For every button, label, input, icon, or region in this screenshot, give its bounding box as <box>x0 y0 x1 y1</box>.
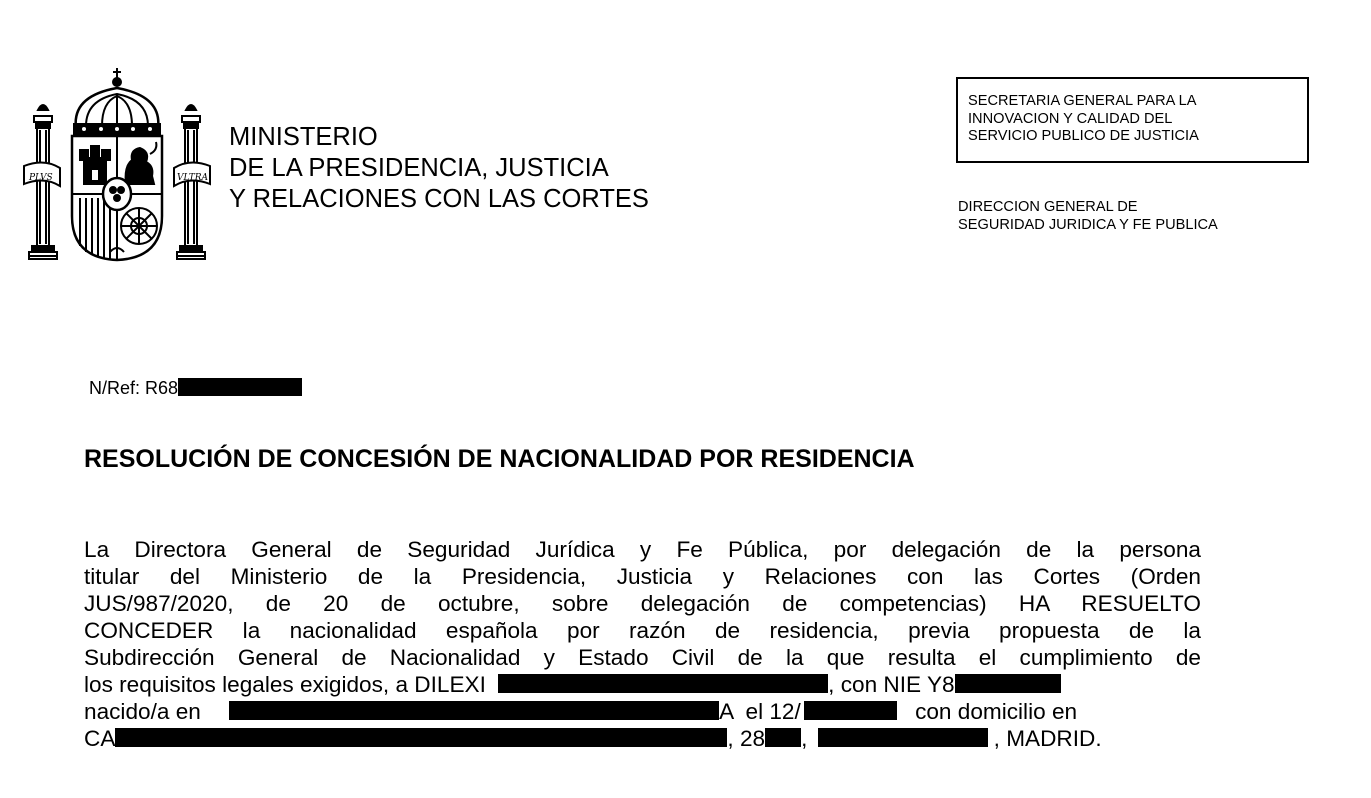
ministry-line-1: MINISTERIO <box>229 123 378 151</box>
body-line-6-part-b: , con NIE Y8 <box>828 672 955 697</box>
body-line-5: Subdirección General de Nacionalidad y Estado Civil de la que resulta el cumplimiento de <box>84 645 1201 670</box>
body-line-6-part-a: los requisitos legales exigidos, a DILEXI <box>84 672 486 697</box>
redaction-bar <box>498 674 828 693</box>
redaction-bar <box>955 674 1061 693</box>
secretaria-line-2: INNOVACION Y CALIDAD DEL <box>968 110 1173 127</box>
direccion-line-1: DIRECCION GENERAL DE <box>958 199 1138 215</box>
redaction-bar <box>818 728 988 747</box>
crown <box>74 68 160 134</box>
direccion-line-2: SEGURIDAD JURIDICA Y FE PUBLICA <box>958 216 1218 233</box>
coat-of-arms-logo <box>14 66 220 266</box>
motto-right-text: VLTRA <box>177 173 209 183</box>
secretaria-line-1: SECRETARIA GENERAL PARA LA <box>968 93 1197 109</box>
body-line-2: titular del Ministerio de la Presidencia, Justicia y Relaciones con las Cortes (Orden <box>84 564 1201 589</box>
reference-number <box>89 378 302 399</box>
body-line-8-part-b: , 28 <box>727 726 766 751</box>
body-line-6 <box>84 671 1201 698</box>
redaction-bar <box>804 701 897 720</box>
reference-label: N/Ref: R68 <box>89 378 179 398</box>
body-line-7-part-b: A el 12/ <box>719 699 801 724</box>
body-line-7-part-c: con domicilio en <box>915 699 1078 724</box>
ministry-line-3: Y RELACIONES CON LAS CORTES <box>229 185 649 213</box>
body-line-7-part-a: nacido/a en <box>84 699 201 724</box>
redaction-bar <box>229 701 719 720</box>
motto-left-text: PLVS <box>29 173 53 183</box>
direccion-general <box>958 199 1218 234</box>
body-line-8-part-d: , MADRID. <box>993 726 1102 751</box>
shield <box>72 136 162 260</box>
redaction-bar <box>765 728 801 747</box>
body-line-1: La Directora General de Seguridad Jurídica y Fe Pública, por delegación de la persona <box>84 537 1201 562</box>
secretaria-line-3: SERVICIO PUBLICO DE JUSTICIA <box>968 128 1199 144</box>
body-line-8 <box>84 725 1201 752</box>
body-line-4: CONCEDER la nacionalidad española por razón de residencia, previa propuesta de la <box>84 618 1201 643</box>
secretaria-box <box>956 77 1309 163</box>
redaction-bar <box>178 378 302 396</box>
ministry-line-2: DE LA PRESIDENCIA, JUSTICIA <box>229 154 609 182</box>
redaction-bar <box>115 728 727 747</box>
ministry-name <box>229 122 649 215</box>
body-line-7 <box>84 698 1201 725</box>
body-line-8-part-c: , <box>801 726 808 751</box>
document-title: RESOLUCIÓN DE CONCESIÓN DE NACIONALIDAD POR RESIDENCIA <box>84 445 915 473</box>
body-line-3: JUS/987/2020, de 20 de octubre, sobre delegación de competencias) HA RESUELTO <box>84 591 1201 616</box>
body-line-8-part-a: CA <box>84 726 116 751</box>
